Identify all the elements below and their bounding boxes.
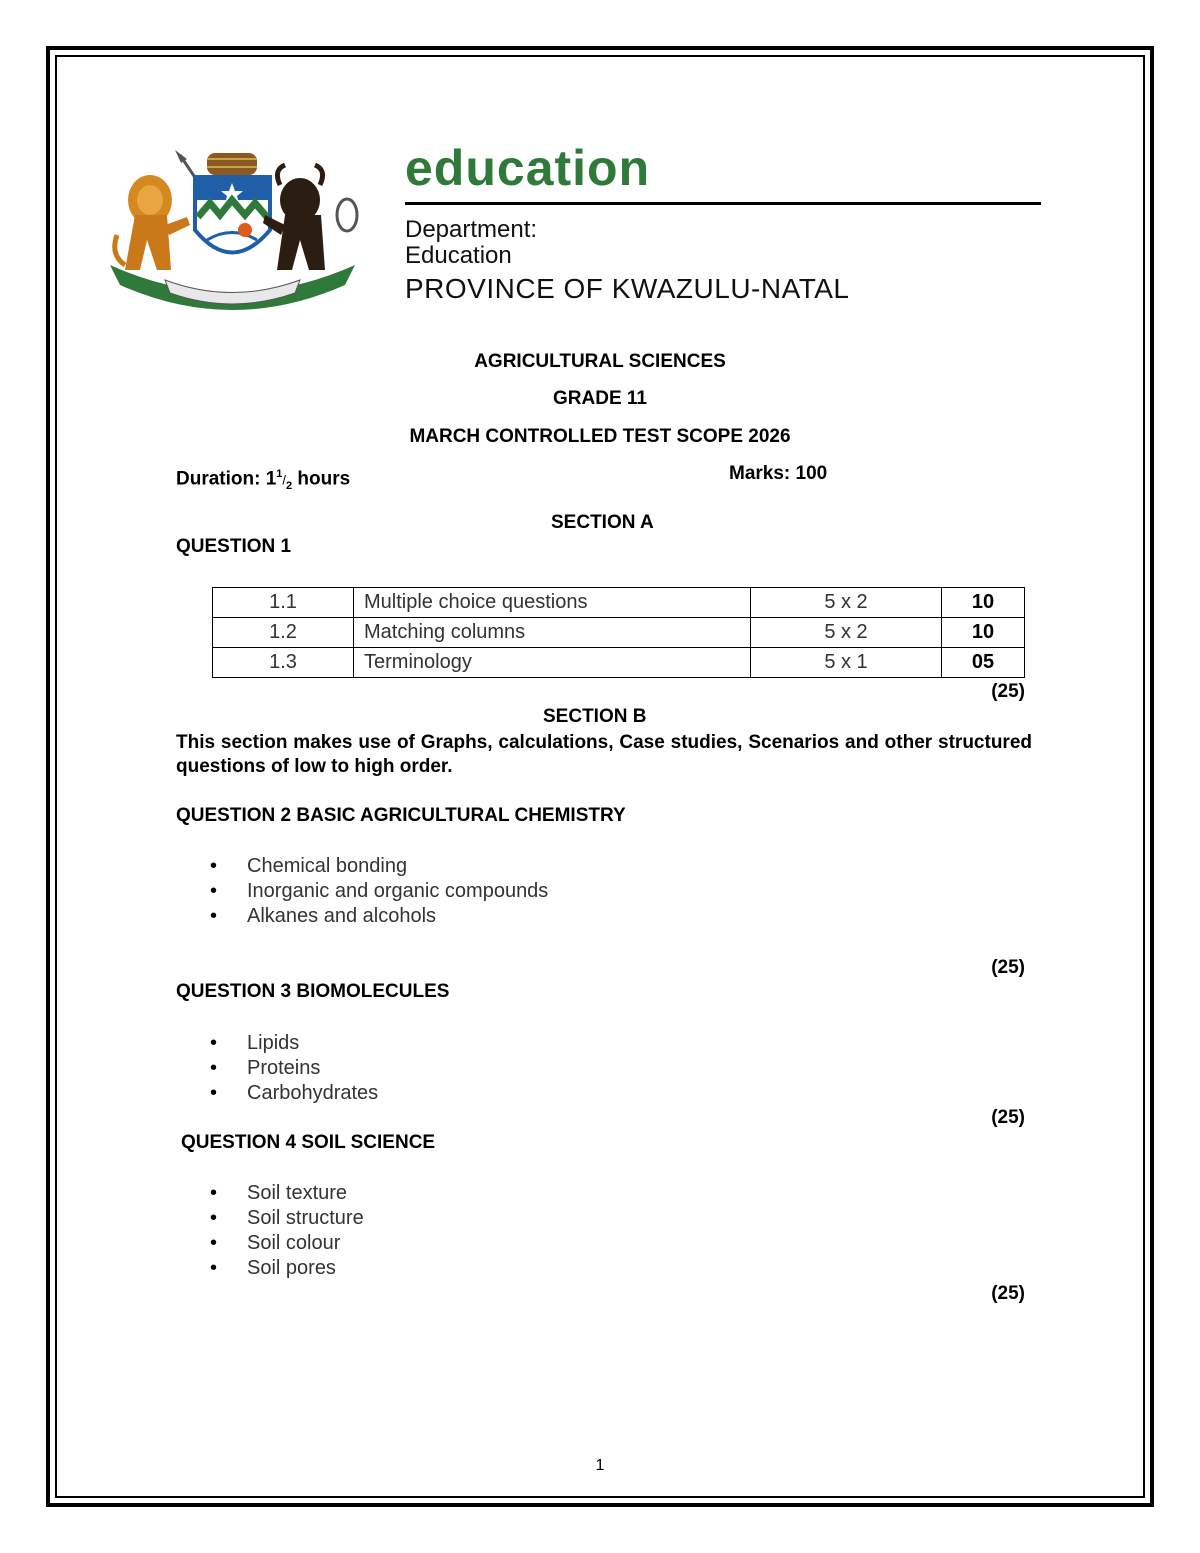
question-2-title: QUESTION 2 BASIC AGRICULTURAL CHEMISTRY [176, 805, 626, 826]
row-description: Matching columns [354, 618, 751, 648]
topic-label: Inorganic and organic compounds [247, 880, 549, 902]
question-4-topics [210, 1181, 364, 1281]
list-item: • Inorganic and organic compounds [210, 880, 549, 902]
dept-line-2: Education [405, 242, 512, 269]
question-4-title: QUESTION 4 SOIL SCIENCE [181, 1132, 436, 1153]
section-b-intro: This section makes use of Graphs, calculations, Case studies, Scenarios and other structured questions of low to high order. [176, 732, 1032, 777]
row-multiplier: 5 x 2 [751, 618, 942, 648]
row-marks: 10 [942, 588, 1025, 618]
list-item: • Soil colour [210, 1232, 341, 1254]
topic-label: Soil pores [247, 1257, 336, 1279]
duration-unit: hours [292, 468, 351, 490]
question-2-marks: (25) [991, 957, 1025, 978]
topic-label: Lipids [247, 1032, 300, 1054]
duration: Duration: $1^1/_2$ hours [176, 468, 351, 493]
row-marks: 10 [942, 618, 1025, 648]
table-row [213, 648, 1025, 678]
row-marks: 05 [942, 648, 1025, 678]
department-wordmark [405, 138, 1085, 308]
duration-label: Duration: 1 [176, 468, 277, 490]
topic-label: Soil texture [247, 1182, 348, 1204]
list-item: • Alkanes and alcohols [210, 905, 437, 927]
wildebeest-supporter [263, 165, 357, 270]
duration-frac-num: 1 [276, 468, 283, 480]
list-item: • Soil texture [210, 1182, 348, 1204]
row-number: 1.1 [213, 588, 354, 618]
list-item: • Carbohydrates [210, 1082, 379, 1104]
question-1-table [212, 587, 1025, 678]
row-multiplier: 5 x 2 [751, 588, 942, 618]
question-3-topics [210, 1031, 378, 1106]
row-multiplier: 5 x 1 [751, 648, 942, 678]
duration-frac-den: 2 [286, 480, 293, 493]
topic-label: Alkanes and alcohols [247, 905, 437, 927]
subject-title: AGRICULTURAL SCIENCES [474, 351, 726, 372]
question-1-title: QUESTION 1 [176, 536, 292, 557]
table-row [213, 588, 1025, 618]
topic-label: Soil colour [247, 1232, 341, 1254]
row-description: Multiple choice questions [354, 588, 751, 618]
section-b-title: SECTION B [543, 706, 647, 727]
row-number: 1.3 [213, 648, 354, 678]
grade-title: GRADE 11 [553, 388, 647, 409]
page-number: 1 [595, 1457, 605, 1474]
brand-title: education [405, 140, 651, 196]
list-item: • Soil structure [210, 1207, 364, 1229]
coat-of-arms-logo [95, 145, 370, 310]
table-row [213, 618, 1025, 648]
question-4-marks: (25) [991, 1283, 1025, 1304]
row-description: Terminology [354, 648, 751, 678]
dept-line-1: Department: [405, 216, 538, 243]
total-marks: Marks: 100 [729, 463, 828, 484]
list-item: • Chemical bonding [210, 855, 408, 877]
lion-supporter [115, 175, 190, 270]
brand-rule [405, 202, 1041, 205]
list-item: • Proteins [210, 1057, 321, 1079]
province-name: PROVINCE OF KWAZULU-NATAL [405, 273, 850, 304]
list-item: • Soil pores [210, 1257, 336, 1279]
topic-label: Chemical bonding [247, 855, 408, 877]
topic-label: Soil structure [247, 1207, 364, 1229]
question-2-topics [210, 854, 548, 929]
question-3-title: QUESTION 3 BIOMOLECULES [176, 981, 450, 1002]
list-item: • Lipids [210, 1032, 300, 1054]
section-a-title: SECTION A [551, 512, 654, 533]
section-a-total: (25) [991, 681, 1025, 702]
row-number: 1.2 [213, 618, 354, 648]
topic-label: Proteins [247, 1057, 321, 1079]
question-3-marks: (25) [991, 1107, 1025, 1128]
topic-label: Carbohydrates [247, 1082, 379, 1104]
test-title: MARCH CONTROLLED TEST SCOPE 2026 [409, 426, 791, 447]
